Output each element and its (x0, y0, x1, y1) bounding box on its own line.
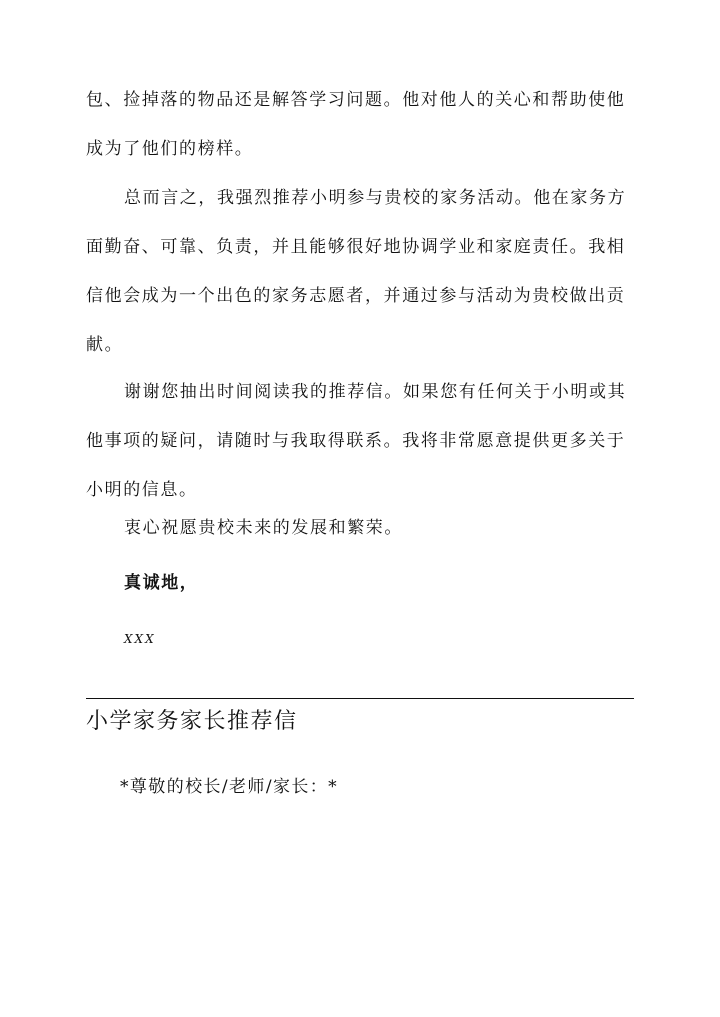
paragraph-thanks: 谢谢您抽出时间阅读我的推荐信。如果您有任何关于小明或其他事项的疑问，请随时与我取得联系。我将非常愿意提供更多关于小明的信息。 (86, 382, 627, 500)
letter-salutation: *尊敬的校长/老师/家长：* (120, 777, 339, 797)
section-divider (86, 698, 634, 699)
letter-closing: 真诚地， (124, 573, 199, 593)
paragraph-wishes: 衷心祝愿贵校未来的发展和繁荣。 (124, 518, 403, 538)
letter-signature: XXX (124, 632, 156, 646)
paragraph-recommendation-summary: 总而言之，我强烈推荐小明参与贵校的家务活动。他在家务方面勤奋、可靠、负责，并且能够很好地协调学业和家庭责任。我相信他会成为一个出色的家务志愿者，并通过参与活动为贵校做出贡献。 (86, 188, 627, 355)
paragraph-continuation: 包、捡掉落的物品还是解答学习问题。他对他人的关心和帮助使他成为了他们的榜样。 (86, 90, 626, 159)
section-title: 小学家务家长推荐信 (86, 709, 298, 734)
